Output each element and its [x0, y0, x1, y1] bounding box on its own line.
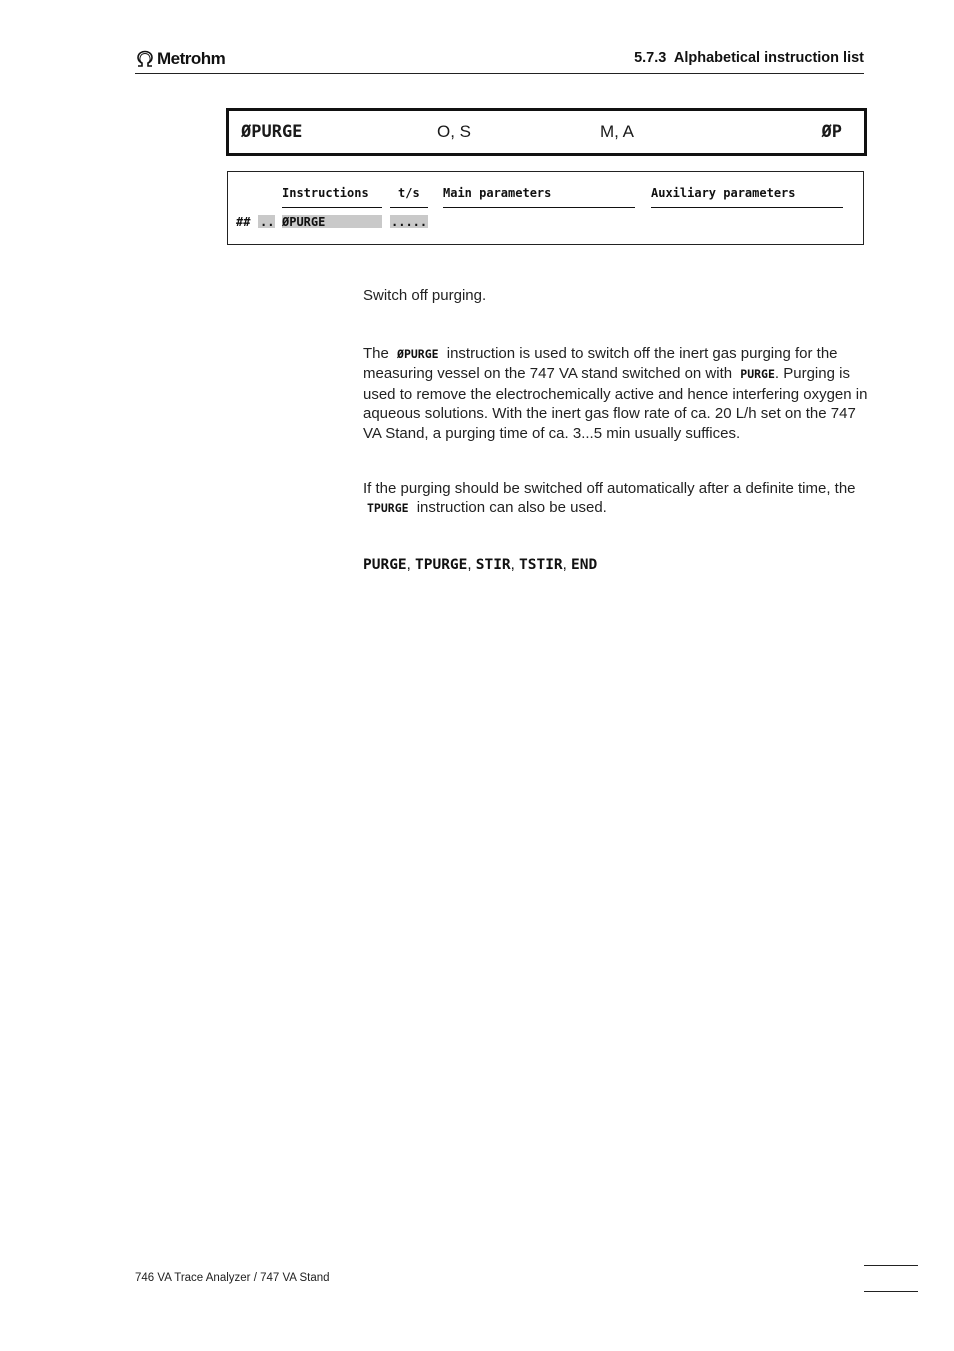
banner-abbreviation: ØP [821, 122, 842, 142]
header-ts: t/s [398, 186, 420, 200]
inline-code-tpurge: TPURGE [367, 501, 409, 516]
footer-product-name: 746 VA Trace Analyzer / 747 VA Stand [135, 1272, 330, 1284]
header-underline-main [443, 207, 635, 208]
description-paragraph: Switch off purging. [363, 287, 487, 304]
banner-mode-m-a: M, A [600, 122, 635, 141]
header-underline-ts [390, 207, 428, 208]
see-also-purge: PURGE [363, 557, 407, 573]
header-underline-aux [651, 207, 843, 208]
omega-icon [135, 50, 155, 68]
logo-text: Metrohm [157, 49, 226, 68]
see-also-stir: STIR [475, 557, 511, 573]
metrohm-logo [135, 48, 225, 70]
banner-instruction: ØPURGE [241, 122, 303, 142]
note-text-2: instruction can also be used. [416, 499, 607, 517]
usage-paragraph [363, 344, 868, 443]
note-paragraph [363, 479, 868, 519]
footer-rule-top [864, 1265, 918, 1266]
see-also-separator: , [467, 556, 472, 573]
see-also-tstir: TSTIR [519, 557, 563, 573]
row-ts-value: ..... [391, 215, 428, 229]
note-text-1: If the purging should be switched off automatically after a definite time, the [363, 480, 856, 497]
instruction-banner [226, 108, 867, 156]
see-also-separator: , [510, 556, 515, 573]
usage-text-2: instruction is used to switch off the inert gas purging for the measuring vessel on the 747 VA stand switched on with [363, 345, 838, 383]
banner-mode-o-s: O, S [437, 122, 472, 141]
section-title: 5.7.3 Alphabetical instruction list [634, 50, 864, 66]
see-also-end: END [571, 557, 598, 573]
row-instruction: ØPURGE [282, 215, 326, 229]
inline-code-opurge: ØPURGE [397, 347, 439, 361]
usage-text-3: . Purging is used to remove the electrochemically active and hence interfering oxygen in aqueous solutions. With the inert gas flow rate of ca. 20 L/h set on the 747 VA Stand, a purging time of ca. 3...5 min usually suffices. [363, 365, 868, 442]
usage-text-1: The [363, 345, 389, 362]
header-underline-instructions [282, 207, 382, 208]
see-also-separator: , [562, 556, 567, 573]
header-divider [135, 73, 864, 74]
row-dots: .. [260, 215, 275, 229]
see-also-list [363, 556, 597, 573]
row-line-number: ## [236, 215, 251, 229]
inline-code-purge: PURGE [740, 367, 775, 382]
see-also-tpurge: TPURGE [415, 557, 468, 573]
header-auxiliary-parameters: Auxiliary parameters [651, 186, 796, 200]
see-also-separator: , [406, 556, 411, 573]
footer-rule-bottom [864, 1291, 918, 1292]
header-main-parameters: Main parameters [443, 186, 552, 200]
instruction-table [227, 171, 864, 245]
header-instructions: Instructions [282, 186, 369, 200]
